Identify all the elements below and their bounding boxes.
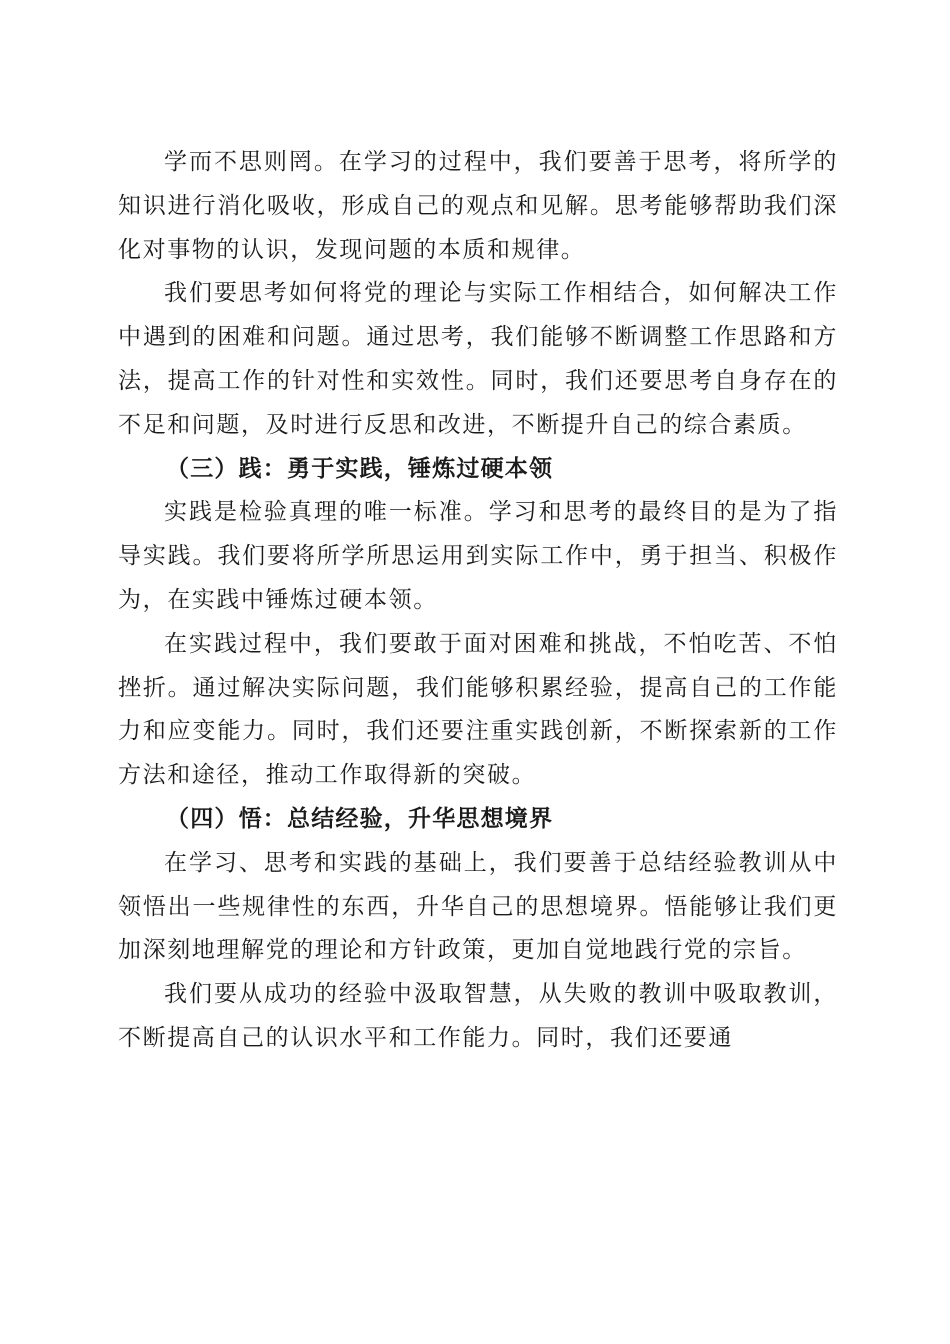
section-heading: （三）践：勇于实践，锤炼过硬本领	[166, 455, 554, 482]
section-heading: （四）悟：总结经验，升华思想境界	[166, 805, 554, 832]
body-paragraph: 学而不思则罔。在学习的过程中，我们要善于思考，将所学的知识进行消化吸收，形成自己的观点和见解。思考能够帮助我们深化对事物的认识，发现问题的本质和规律。	[118, 149, 838, 263]
document-body	[118, 141, 838, 1061]
body-paragraph: 我们要从成功的经验中汲取智慧，从失败的教训中吸取教训，不断提高自己的认识水平和工作能力。同时，我们还要通	[118, 981, 838, 1051]
body-paragraph: 我们要思考如何将党的理论与实际工作相结合，如何解决工作中遇到的困难和问题。通过思考，我们能够不断调整工作思路和方法，提高工作的针对性和实效性。同时，我们还要思考自身存在的不足和问题，及时进行反思和改进，不断提升自己的综合素质。	[118, 280, 838, 438]
body-paragraph: 实践是检验真理的唯一标准。学习和思考的最终目的是为了指导实践。我们要将所学所思运用到实际工作中，勇于担当、积极作为，在实践中锤炼过硬本领。	[118, 499, 838, 613]
body-paragraph: 在实践过程中，我们要敢于面对困难和挑战，不怕吃苦、不怕挫折。通过解决实际问题，我们能够积累经验，提高自己的工作能力和应变能力。同时，我们还要注重实践创新，不断探索新的工作方法和途径，推动工作取得新的突破。	[118, 630, 838, 789]
body-paragraph: 在学习、思考和实践的基础上，我们要善于总结经验教训从中领悟出一些规律性的东西，升华自己的思想境界。悟能够让我们更加深刻地理解党的理论和方针政策，更加自觉地践行党的宗旨。	[118, 849, 838, 964]
